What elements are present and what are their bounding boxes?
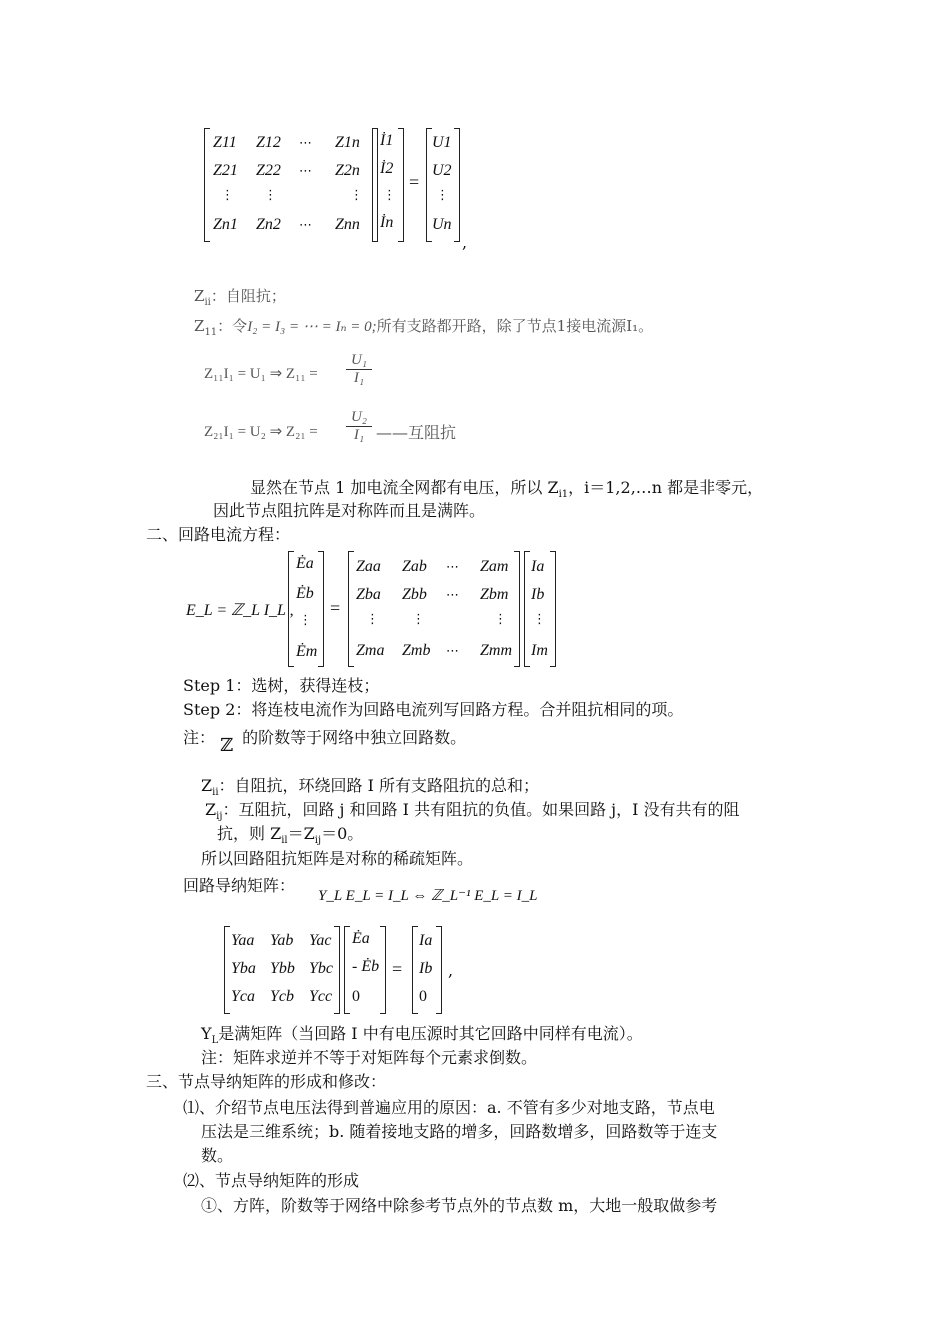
- i-cell: Ia: [419, 932, 433, 949]
- z-cell: Zmb: [402, 642, 431, 659]
- i-cell: Ia: [531, 558, 545, 575]
- u-cell: U2: [432, 162, 452, 179]
- dots: ⋮: [264, 188, 277, 203]
- zii-self-impedance: $Z_{ii}$：自阻抗，环绕回路 I 所有支路阻抗的总和；: [201, 776, 540, 799]
- zij-line2: 抗，则 $Z_{il}=Z_{ij}=0$。: [217, 824, 364, 847]
- zij-mutual-impedance: $Z_{ij}$：互阻抗，回路 j 和回路 I 共有阻抗的负值。如果回路 j，I 没有共有的阻: [205, 800, 740, 823]
- section-3-title: 三、节点导纳矩阵的形成和修改：: [146, 1072, 387, 1091]
- e-cell: Ėa: [352, 930, 370, 947]
- dots: ⋮: [383, 188, 396, 203]
- z-cell: Zbm: [480, 586, 509, 603]
- equals-sign: =: [392, 959, 403, 979]
- comma: ,: [462, 233, 468, 252]
- dots: ⋮: [494, 612, 507, 627]
- admittance-equation: Y_L E_L = I_L ⇔ ℤ_L⁻¹ E_L = I_L: [318, 888, 538, 904]
- z-cell: Z21: [213, 162, 238, 179]
- loop-equation: E_L = ℤ_L I_L ,: [186, 602, 294, 619]
- i-cell: Ib: [419, 960, 433, 977]
- z-cell: Zam: [480, 558, 509, 575]
- i-cell: 0: [419, 988, 427, 1005]
- dots: ⋮: [299, 613, 312, 628]
- zii-note: $Z_{ii}$：自阻抗；: [194, 287, 286, 308]
- z-cell: Zmm: [480, 642, 513, 659]
- z11-fraction: U₁ I₁: [346, 352, 372, 387]
- yl-full-matrix: $Y_L$是满矩阵（当回路 I 中有电压源时其它回路中同样有电流）。: [201, 1024, 643, 1047]
- dots: ⋯: [299, 218, 312, 233]
- y-cell: Yca: [231, 988, 255, 1005]
- y-cell: Ybc: [309, 960, 333, 977]
- z-cell: Znn: [335, 216, 360, 233]
- u-cell: Un: [432, 216, 452, 233]
- item-1-line-3: 数。: [201, 1146, 234, 1165]
- item-1-line-2: 压法是三维系统；b. 随着接地支路的增多，回路数增多，回路数等于连支: [201, 1122, 718, 1141]
- z-cell: Zbb: [402, 586, 427, 603]
- e-cell: Ėm: [296, 643, 318, 660]
- u-cell: U1: [432, 134, 452, 151]
- item-2: ⑵、节点导纳矩阵的形成: [183, 1171, 360, 1190]
- y-cell: Yba: [231, 960, 256, 977]
- i-cell: Ib: [531, 586, 545, 603]
- z11-equation: Z₁₁I₁ = U₁ ⇒ Z₁₁ =: [204, 366, 318, 382]
- item-2-sub: ①、方阵，阶数等于网络中除参考节点外的节点数 m，大地一般取做参考: [201, 1196, 718, 1215]
- section-2-title: 二、回路电流方程：: [146, 525, 291, 544]
- item-1-line-1: ⑴、介绍节点电压法得到普遍应用的原因：a. 不管有多少对地支路，节点电: [183, 1098, 715, 1117]
- dots: ⋮: [436, 188, 449, 203]
- note-order: 注： ℤ 的阶数等于网络中独立回路数。: [183, 728, 467, 756]
- z-cell: Zba: [356, 586, 381, 603]
- z21-equation: Z₂₁I₁ = U₂ ⇒ Z₂₁ =: [204, 424, 318, 440]
- y-cell: Yac: [309, 932, 332, 949]
- dots: ⋯: [446, 644, 459, 659]
- z-cell: Z11: [213, 134, 237, 151]
- dots: ⋯: [446, 588, 459, 603]
- z-cell: Z2n: [335, 162, 360, 179]
- e-cell: Ėa: [296, 555, 314, 572]
- step-2: Step 2：将连枝电流作为回路电流列写回路方程。合并阻抗相同的项。: [183, 700, 684, 719]
- dots: ⋮: [412, 612, 425, 627]
- i-cell: İn: [380, 214, 394, 231]
- dots: ⋮: [533, 612, 546, 627]
- i-cell: İ2: [380, 160, 394, 177]
- paragraph-nonzero: 显然在节点 1 加电流全网都有电压，所以 $Z_{i1}$，i＝1,2,…n 都是非零元，: [250, 478, 764, 501]
- step-1: Step 1：选树，获得连枝；: [183, 676, 380, 695]
- z11-note: $Z_{11}$：令I₂ = I₃ = ⋯ = Iₙ = 0;所有支路都开路，除了节点1接电流源I₁。: [194, 317, 654, 338]
- e-cell: 0: [352, 988, 360, 1005]
- dots: ⋮: [366, 612, 379, 627]
- comma: ,: [448, 961, 454, 980]
- y-cell: Yaa: [231, 932, 255, 949]
- y-cell: Yab: [270, 932, 294, 949]
- z-cell: Z22: [256, 162, 281, 179]
- z-cell: Zaa: [356, 558, 381, 575]
- z-cell: Z1n: [335, 134, 360, 151]
- z-cell: Zn2: [256, 216, 281, 233]
- z-cell: Zma: [356, 642, 385, 659]
- dots: ⋮: [350, 188, 363, 203]
- e-cell: - Ėb: [352, 958, 380, 975]
- y-cell: Ycc: [309, 988, 333, 1005]
- sparse-matrix-text: 所以回路阻抗矩阵是对称的稀疏矩阵。: [201, 849, 474, 868]
- e-cell: Ėb: [296, 585, 314, 602]
- equals-sign: =: [330, 598, 341, 618]
- admittance-label: 回路导纳矩阵：: [183, 876, 296, 895]
- dots: ⋯: [299, 164, 312, 179]
- z-cell: Zab: [402, 558, 427, 575]
- z21-fraction: U₂ I₁: [346, 409, 372, 444]
- y-cell: Ycb: [270, 988, 294, 1005]
- z-cell: Z12: [256, 134, 281, 151]
- note-inverse: 注：矩阵求逆并不等于对矩阵每个元素求倒数。: [201, 1048, 538, 1067]
- mutual-impedance-label: ——互阻抗: [376, 423, 457, 442]
- y-cell: Ybb: [270, 960, 295, 977]
- dots: ⋯: [299, 136, 312, 151]
- i-cell: Im: [531, 642, 548, 659]
- i-cell: İ1: [380, 132, 394, 149]
- z-cell: Zn1: [213, 216, 238, 233]
- dots: ⋮: [221, 188, 234, 203]
- equals-sign: =: [409, 172, 420, 192]
- paragraph-symmetric: 因此节点阻抗阵是对称阵而且是满阵。: [213, 501, 486, 520]
- dots: ⋯: [446, 560, 459, 575]
